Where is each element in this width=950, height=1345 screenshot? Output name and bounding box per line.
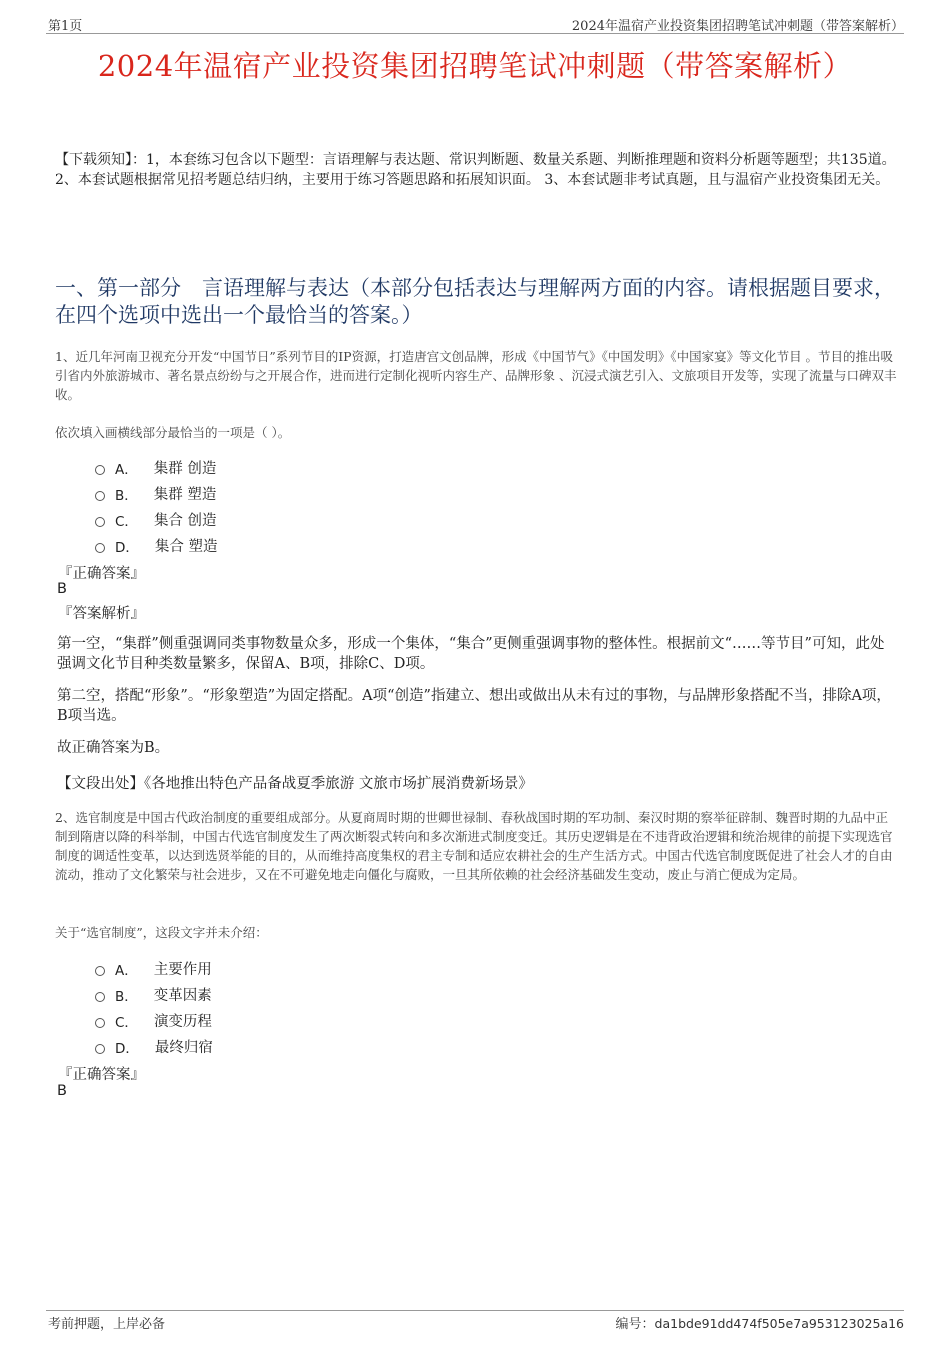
radio-icon[interactable]: [95, 517, 105, 527]
option-key: D．: [115, 539, 139, 556]
option-text: 变革因素: [153, 988, 212, 1004]
question-1-analysis-paragraph: 第二空，搭配“形象”。“形象塑造”为固定搭配。A项“创造”指建立、想出或做出从未有过的事物，与品牌形象搭配不当，排除A项，B项当选。: [57, 688, 891, 724]
option-text: 集群 创造: [153, 461, 217, 477]
footer-divider: [46, 1310, 904, 1311]
question-1-analysis-conclusion: 故正确答案为B。: [57, 740, 170, 756]
option-text: 集群 塑造: [153, 487, 217, 503]
option-key: A．: [115, 962, 138, 979]
footer-code-value: da1bde91dd474f505e7a953123025a16: [654, 1316, 904, 1331]
option-text: 主要作用: [153, 962, 212, 978]
option-text: 集合 创造: [153, 513, 217, 529]
radio-icon[interactable]: [95, 1044, 105, 1054]
question-2-option-c[interactable]: [95, 1010, 212, 1031]
option-key: C．: [115, 513, 138, 530]
question-1-prompt: 依次填入画横线部分最恰当的一项是（ ）。: [55, 425, 291, 440]
page-title: 2024年温宿产业投资集团招聘笔试冲刺题（带答案解析）: [97, 49, 853, 83]
footer-code-label: 编号：: [615, 1317, 655, 1332]
question-2-prompt: 关于“选官制度”，这段文字并未介绍：: [55, 925, 268, 940]
question-1-option-a[interactable]: [95, 457, 216, 478]
question-2-text: 2、选官制度是中国古代政治制度的重要组成部分。从夏商周时期的世卿世禄制、春秋战国时期的军功制、秦汉时期的察举征辟制、魏晋时期的九品中正制到隋唐以降的科举制，中国古代选官制度发生了两次断裂式转向和多次渐进式制度变迁。其历史逻辑是在不违背政治逻辑和统治规律的前提下实现选官制度的调适性变革，以达到选贤举能的目的，从而维持高度集权的君主专制和适应农耕社会的生产生活方式。中国古代选官制度既促进了社会人才的自由流动，推动了文化繁荣与社会进步，又在不可避免地走向僵化与腐败，一旦其所依赖的社会经济基础发生变动，废止与消亡便成为定局。: [55, 810, 893, 882]
radio-icon[interactable]: [95, 1018, 105, 1028]
question-1-option-d[interactable]: [95, 535, 218, 556]
section-heading: 一、第一部分 言语理解与表达（本部分包括表达与理解两方面的内容。请根据题目要求，在四个选项中选出一个最恰当的答案。）: [55, 276, 895, 327]
header-divider: [46, 33, 904, 34]
question-1-source: 【文段出处】《各地推出特色产品备战夏季旅游 文旅市场扩展消费新场景》: [57, 776, 533, 792]
footer-code: [616, 1313, 904, 1332]
question-2-option-d[interactable]: [95, 1036, 213, 1057]
radio-icon[interactable]: [95, 992, 105, 1002]
option-text: 集合 塑造: [154, 539, 218, 555]
footer-slogan: 考前押题，上岸必备: [48, 1317, 166, 1332]
question-2-answer-label: 『正确答案』: [58, 1067, 145, 1083]
radio-icon[interactable]: [95, 966, 105, 976]
question-1-option-b[interactable]: [95, 483, 216, 504]
option-text: 最终归宿: [154, 1040, 213, 1056]
question-1-analysis-paragraph: 第一空，“集群”侧重强调同类事物数量众多，形成一个集体，“集合”更侧重强调事物的整体性。根据前文“……等节目”可知，此处强调文化节目种类数量繁多，保留A、B项，排除C、D项。: [57, 636, 885, 672]
option-key: D．: [115, 1040, 139, 1057]
option-key: A．: [115, 461, 138, 478]
question-1-analysis-label: 『答案解析』: [58, 606, 145, 622]
question-2-option-b[interactable]: [95, 984, 212, 1005]
question-2-option-a[interactable]: [95, 958, 212, 979]
question-1-answer: B: [57, 581, 67, 597]
question-2-answer: B: [57, 1083, 67, 1099]
option-text: 演变历程: [153, 1014, 212, 1030]
download-notice: 【下载须知】：1，本套练习包含以下题型：言语理解与表达题、常识判断题、数量关系题、判断推理题和资料分析题等题型；共135道。 2、本套试题根据常见招考题总结归纳，主要用于练习答题思路和拓展知识面。 3、本套试题非考试真题，且与温宿产业投资集团无关。: [55, 152, 896, 188]
question-1-option-c[interactable]: [95, 509, 217, 530]
question-1-text: 1、近几年河南卫视充分开发“中国节日”系列节目的IP资源，打造唐宫文创品牌，形成《中国节气》《中国发明》《中国家宴》等文化节目 。节目的推出吸引省内外旅游城市、著名景点纷纷与之开展合作，进而进行定制化视听内容生产、品牌形象 、沉浸式演艺引入、文旅项目开发等，实现了流量与口碑双丰收。: [55, 349, 897, 402]
option-key: B．: [115, 988, 138, 1005]
header-doc-title: 2024年温宿产业投资集团招聘笔试冲刺题（带答案解析）: [571, 19, 904, 34]
radio-icon[interactable]: [95, 465, 105, 475]
radio-icon[interactable]: [95, 491, 105, 501]
page-number: 第1页: [48, 19, 83, 34]
question-1-answer-label: 『正确答案』: [58, 566, 145, 582]
option-key: C．: [115, 1014, 138, 1031]
option-key: B．: [115, 487, 138, 504]
radio-icon[interactable]: [95, 543, 105, 553]
